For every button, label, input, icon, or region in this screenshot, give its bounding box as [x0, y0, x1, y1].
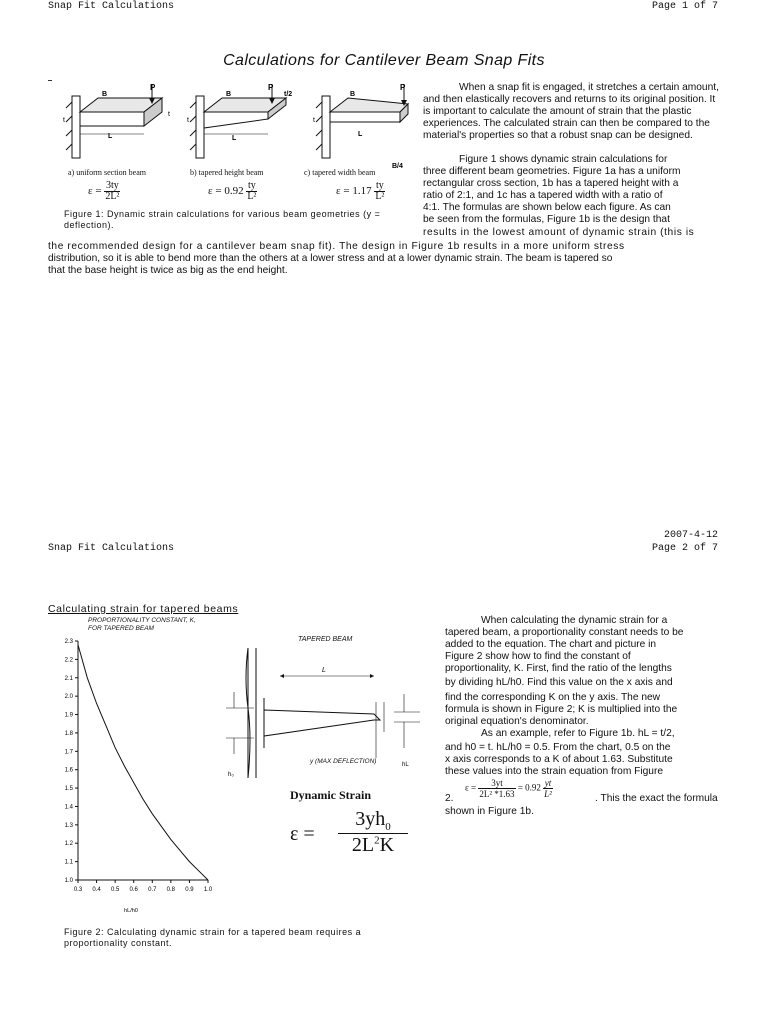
svg-text:B: B [350, 91, 356, 98]
figure2-caption: Figure 2: Calculating dynamic strain for a tapered beam requires a proportionality constant. [64, 927, 362, 948]
y-tick-label: 1.5 [64, 786, 73, 793]
figure1-caption: Figure 1: Dynamic strain calculations for various beam geometries (y = deflection). [64, 209, 381, 230]
tapered-beam-label: TAPERED BEAM [298, 636, 353, 643]
beam-b-formula: ε = 0.92 $\frac{ty}{\text{L²}}$ [208, 180, 257, 202]
beam-b-caption: b) tapered height beam [190, 168, 264, 177]
y-tick-label: 1.0 [64, 878, 73, 884]
y-tick-label: 1.2 [64, 841, 73, 848]
svg-text:L: L [358, 131, 363, 138]
y-tick-label: 2.3 [64, 639, 73, 645]
label-p: P [150, 83, 156, 92]
y-tick-label: 1.3 [64, 822, 73, 829]
dynamic-strain-label: Dynamic Strain [290, 788, 371, 802]
label-h0: h₀ [228, 772, 234, 778]
label-b4: B/4 [392, 163, 403, 170]
tapered-width-beam-drawing [308, 82, 420, 172]
x-axis-label: hL/h0 [124, 908, 138, 914]
chart-title-line2: FOR TAPERED BEAM [88, 625, 154, 632]
k-chart-svg [56, 635, 226, 920]
beam-c-caption: c) tapered width beam [304, 168, 376, 177]
x-tick-label: 0.4 [92, 887, 101, 893]
page1-header-right: Page 1 of 7 [651, 1, 718, 12]
y-tick-label: 2.1 [64, 675, 73, 682]
beam-a-formula: ε = $\frac{3ty}{\text{2L²}}$ [88, 180, 120, 202]
svg-text:t: t [313, 117, 315, 124]
x-tick-label: 0.8 [166, 887, 176, 893]
y-tick-label: 1.9 [64, 712, 73, 719]
dynamic-strain-equation: ε = $3yh_0$ $2L^2K$ [290, 808, 410, 868]
svg-text:B: B [226, 91, 232, 98]
page1-paragraph-2-continued: the recommended design for a cantilever beam snap fit). The design in Figure 1b results in a more uniform stress distribution, so it is able to bend more than the others at a lower stress and at a lower dynamic strain. The beam is tapered so that the base height is twice as big as the end height. [48, 241, 625, 277]
tapered-height-beam-drawing [182, 82, 302, 172]
label-l: L [108, 133, 113, 140]
page2-paragraph: When calculating the dynamic strain for a tapered beam, a proportionality constant needs to be added to the equation. The chart and picture in Figure 2 show how to find the constant of proportionality, K. First, find the ratio of the lengths by dividing hL/h0. Find this value on the x axis and find the corresponding K on the y axis. The new formula is shown in Figure 2; K is multiplied into the original equation's denominator. As an example, refer to Figure 1b. hL = t/2, and h0 = t. hL/h0 = 0.5. From the chart, 0.5 on the x axis corresponds to a K of about 1.63. Substitute these values into the strain equation from Figure ε = $\frac{3yt}{\text{2L² *1.63}}$ = 0.92 $\frac{yt}{\text{L²}}$ 2. . This the exact the formula shown in Figure 1b. [445, 615, 735, 818]
y-tick-label: 1.8 [64, 730, 73, 737]
k-curve [78, 645, 208, 880]
y-tick-label: 1.1 [64, 859, 73, 866]
uniform-beam-drawing [58, 82, 178, 172]
label-t: t [63, 117, 65, 124]
svg-text:L: L [232, 135, 237, 142]
section-title: Calculating strain for tapered beams [48, 603, 239, 615]
page1-header-left: Snap Fit Calculations [48, 1, 175, 12]
label-b: B [102, 91, 108, 98]
tapered-beam-diagram [224, 628, 424, 778]
svg-text:P: P [268, 83, 274, 92]
y-tick-label: 2.0 [64, 694, 73, 701]
y-tick-label: 1.6 [64, 767, 73, 774]
y-tick-label: 1.4 [64, 804, 73, 811]
x-tick-label: 0.7 [148, 887, 157, 893]
beam-a-caption: a) uniform section beam [68, 168, 146, 177]
x-tick-label: 0.3 [73, 887, 83, 893]
svg-text:P: P [400, 83, 406, 92]
label-l: L [322, 667, 326, 674]
chart-title-line1: PROPORTIONALITY CONSTANT, K, [88, 617, 196, 624]
x-tick-label: 0.5 [110, 887, 120, 893]
beam-c-formula: ε = 1.17 $\frac{ty}{\text{L²}}$ [336, 180, 385, 202]
x-tick-label: 1.0 [203, 887, 213, 893]
bullet-mark [48, 80, 52, 81]
page2-header-right: Page 2 of 7 [651, 543, 718, 554]
inline-equation: ε = $\frac{3yt}{\text{2L² *1.63}}$ = 0.92 $\frac{yt}{\text{L²}}$ 2. . This the exact the formula [445, 778, 718, 805]
page1-footer-date: 2007-4-12 [663, 530, 718, 541]
x-tick-label: 0.9 [185, 887, 194, 893]
svg-text:t: t [168, 111, 170, 118]
deflection-label: y (MAX DEFLECTION) [310, 758, 377, 765]
k-chart [56, 615, 226, 920]
page1-paragraph-1: When a snap fit is engaged, it stretches a certain amount, and then elastically recovers and returns to its original position. It is important to calculate the amount of strain that the plastic experiences. The calculated strain can then be compared to the material's properties so that a robust snap can be designed. [423, 82, 719, 142]
y-tick-label: 2.2 [64, 657, 73, 664]
page2-header-left: Snap Fit Calculations [48, 543, 175, 554]
y-tick-label: 1.7 [64, 749, 73, 756]
svg-text:t: t [187, 117, 189, 124]
label-t2: t/2 [284, 91, 293, 98]
page1-paragraph-2: Figure 1 shows dynamic strain calculations for three different beam geometries. Figure 1a has a uniform rectangular cross section, 1b has a tapered height with a ratio of 2:1, and 1c has a tapered width with a ratio of 4:1. The formulas are shown below each figure. As can be seen from the formulas, Figure 1b is the design that results in the lowest amount of dynamic strain (this is [423, 154, 695, 238]
x-tick-label: 0.6 [129, 887, 138, 893]
label-hl: hL [402, 762, 409, 768]
page-title: Calculations for Cantilever Beam Snap Fits [223, 52, 545, 69]
